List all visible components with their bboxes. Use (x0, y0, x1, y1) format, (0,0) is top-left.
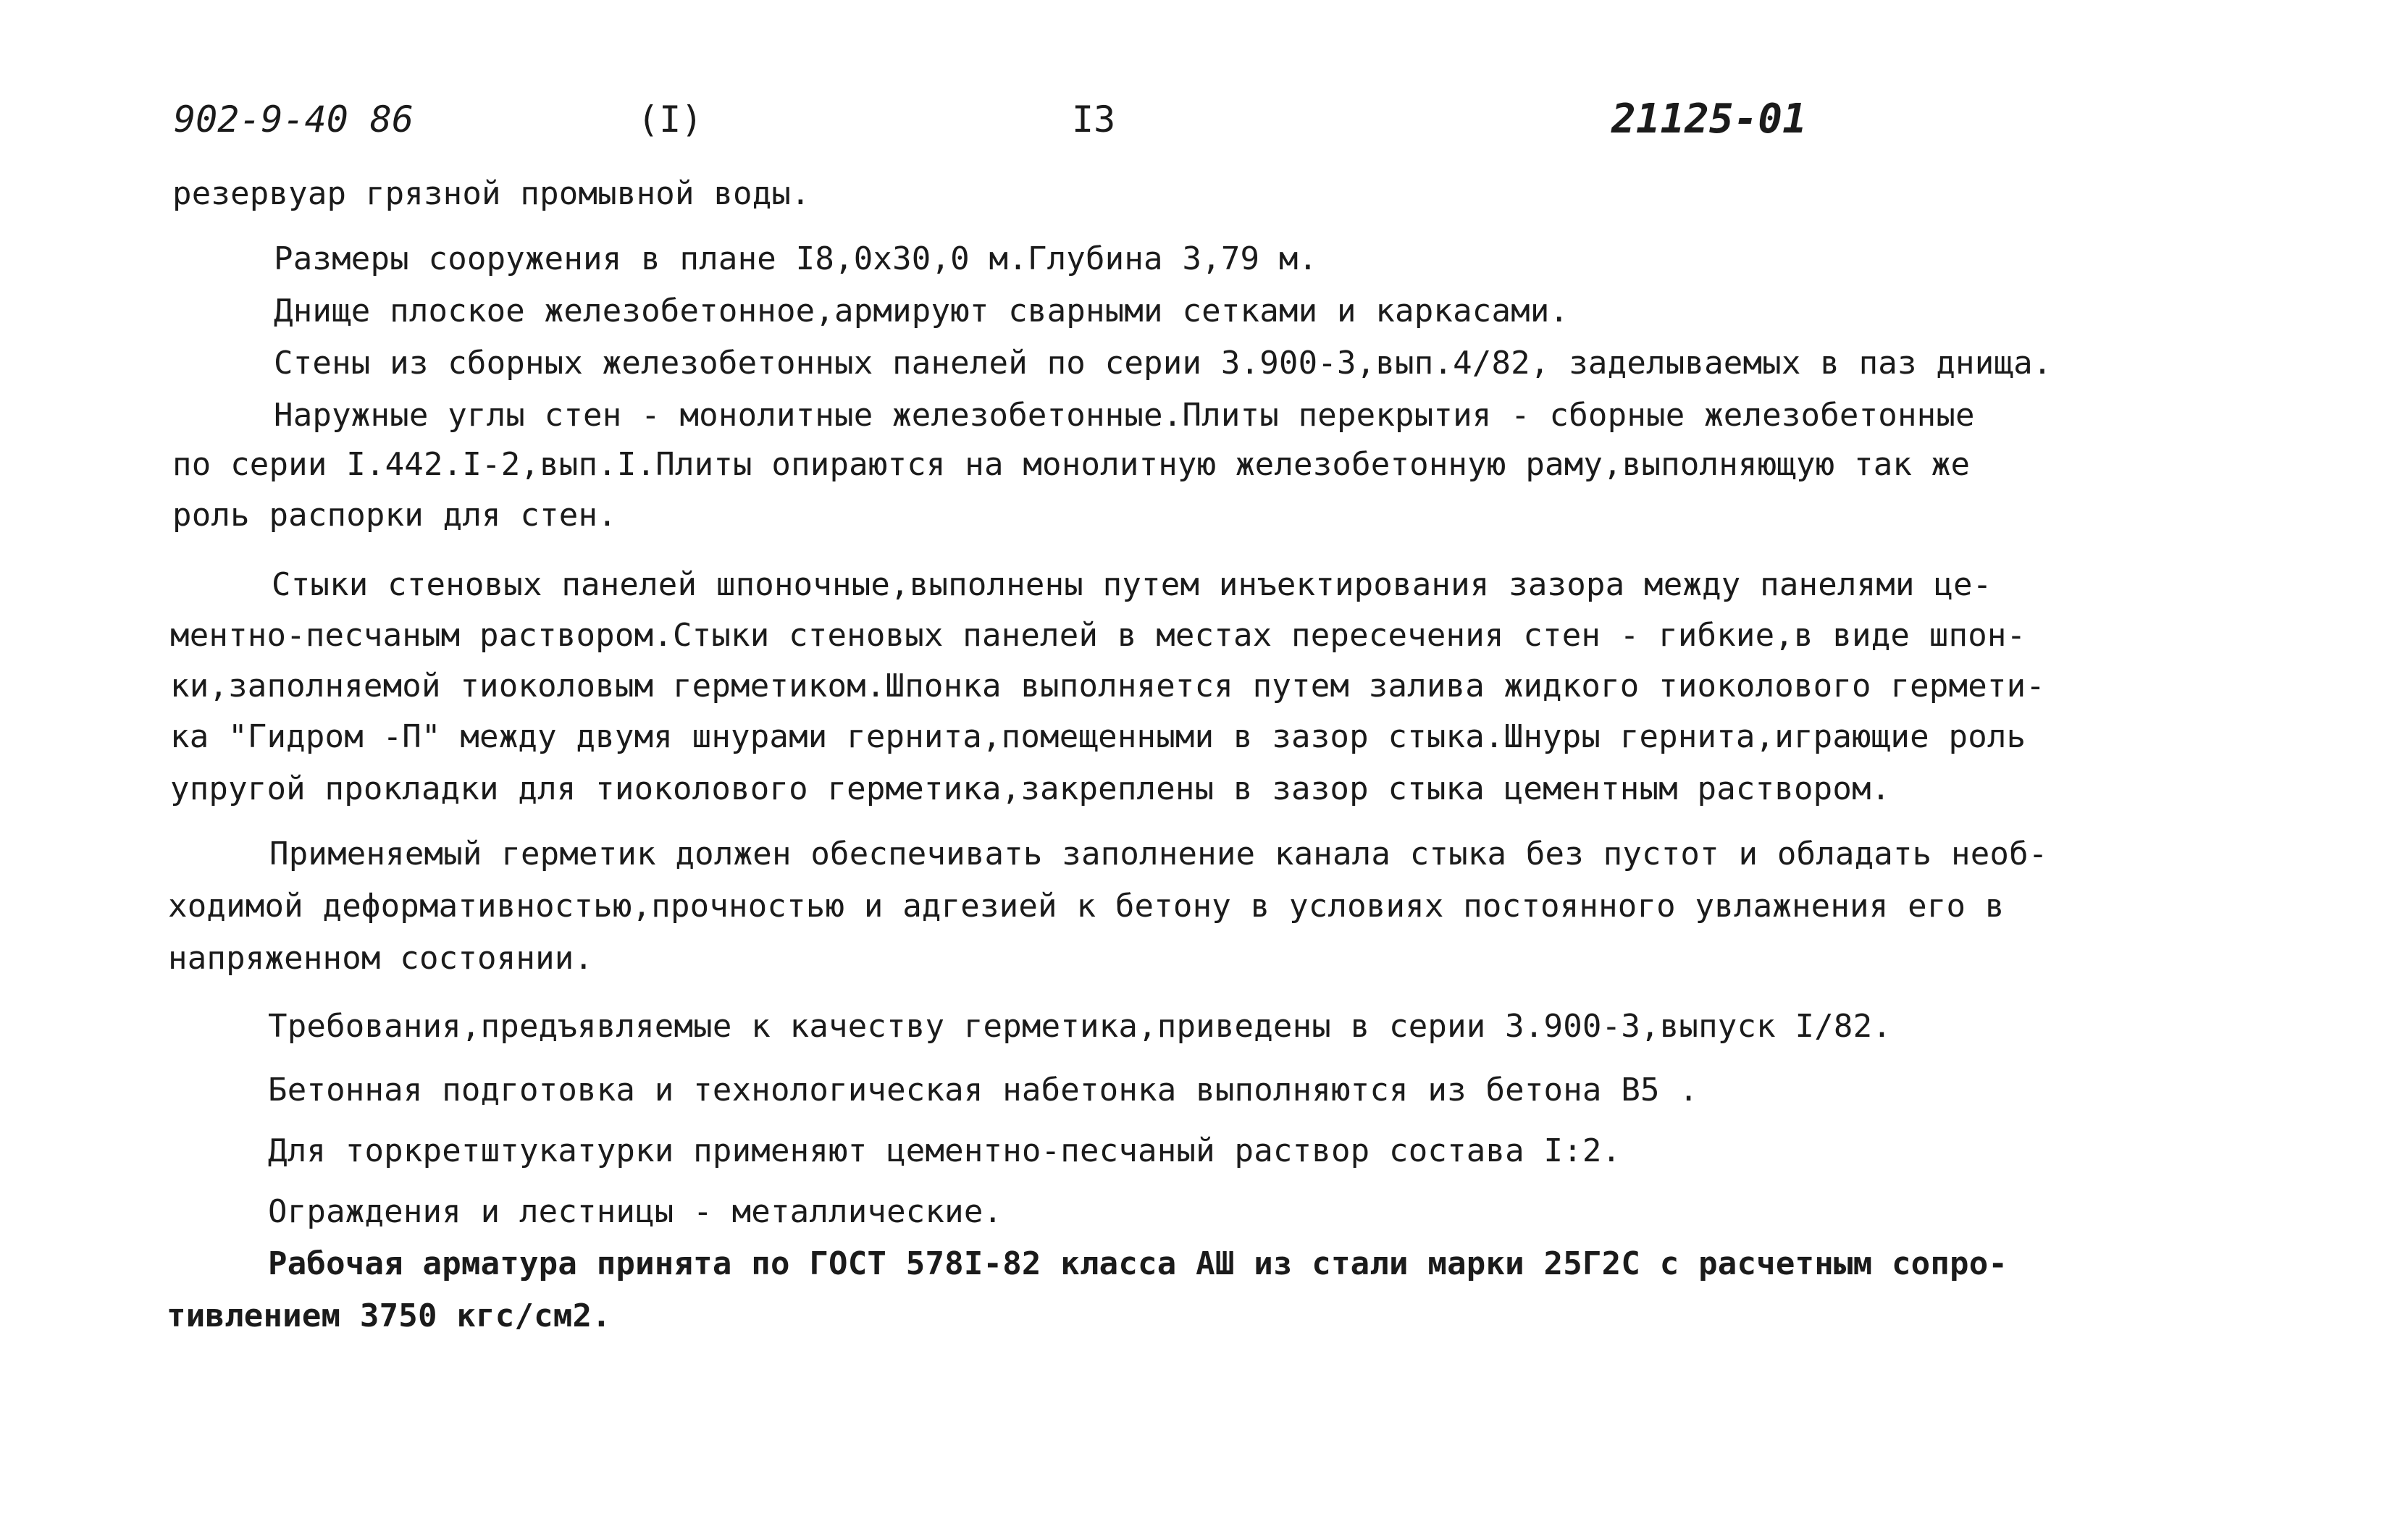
text-line: ходимой деформативностью,прочностью и адгезией к бетону в условиях постоянного увлажнения его в (168, 888, 2005, 925)
text-line: по серии I.442.I-2,вып.I.Плиты опираются на монолитную железобетонную раму,выполняющую так же (172, 446, 1971, 483)
document-number: 902-9-40 86 (174, 98, 414, 140)
page-number: I3 (1072, 98, 1116, 140)
text-line: Стены из сборных железобетонных панелей по серии 3.900-3,вып.4/82, заделываемых в паз днища. (274, 345, 2052, 382)
text-line: Размеры сооружения в плане I8,0x30,0 м.Глубина 3,79 м. (274, 240, 1318, 277)
text-line: Для торкретштукатурки применяют цементно-песчаный раствор состава I:2. (268, 1132, 1622, 1169)
document-code: 21125-01 (1611, 96, 1807, 143)
text-line: тивлением 3750 кгс/см2. (167, 1297, 611, 1334)
text-line: Бетонная подготовка и технологическая набетонка выполняются из бетона В5 . (268, 1072, 1699, 1108)
text-line: ментно-песчаным раствором.Стыки стеновых панелей в местах пересечения стен - гибкие,в виде шпон- (170, 617, 2026, 654)
text-line: Рабочая арматура принята по ГОСТ 578I-82 класса АШ из стали марки 25Г2С с расчетным сопро- (268, 1245, 2008, 1282)
text-line: Ограждения и лестницы - металлические. (268, 1193, 1003, 1230)
text-line: упругой прокладки для тиоколового герметика,закреплены в зазор стыка цементным раствором. (170, 770, 1891, 807)
text-line: Наружные углы стен - монолитные железобетонные.Плиты перекрытия - сборные железобетонные (274, 397, 1975, 434)
text-line: роль распорки для стен. (172, 497, 617, 534)
text-line: ки,заполняемой тиоколовым герметиком.Шпонка выполняется путем залива жидкого тиоколового гермети- (170, 668, 2045, 704)
text-line: напряженном состоянии. (168, 940, 594, 977)
text-line: Днище плоское железобетонное,армируют сварными сетками и каркасами. (274, 293, 1569, 329)
text-line: резервуар грязной промывной воды. (172, 175, 810, 212)
text-line: Стыки стеновых панелей шпоночные,выполнены путем инъектирования зазора между панелями це- (272, 566, 1992, 603)
text-line: Применяемый герметик должен обеспечивать заполнение канала стыка без пустот и обладать необ- (269, 836, 2048, 872)
sheet-marker: (I) (637, 98, 703, 140)
text-line: Требования,предъявляемые к качеству герметика,приведены в серии 3.900-3,выпуск I/82. (268, 1008, 1892, 1045)
text-line: ка "Гидром -П" между двумя шнурами гернита,помещенными в зазор стыка.Шнуры гернита,играющие роль (170, 718, 2026, 755)
